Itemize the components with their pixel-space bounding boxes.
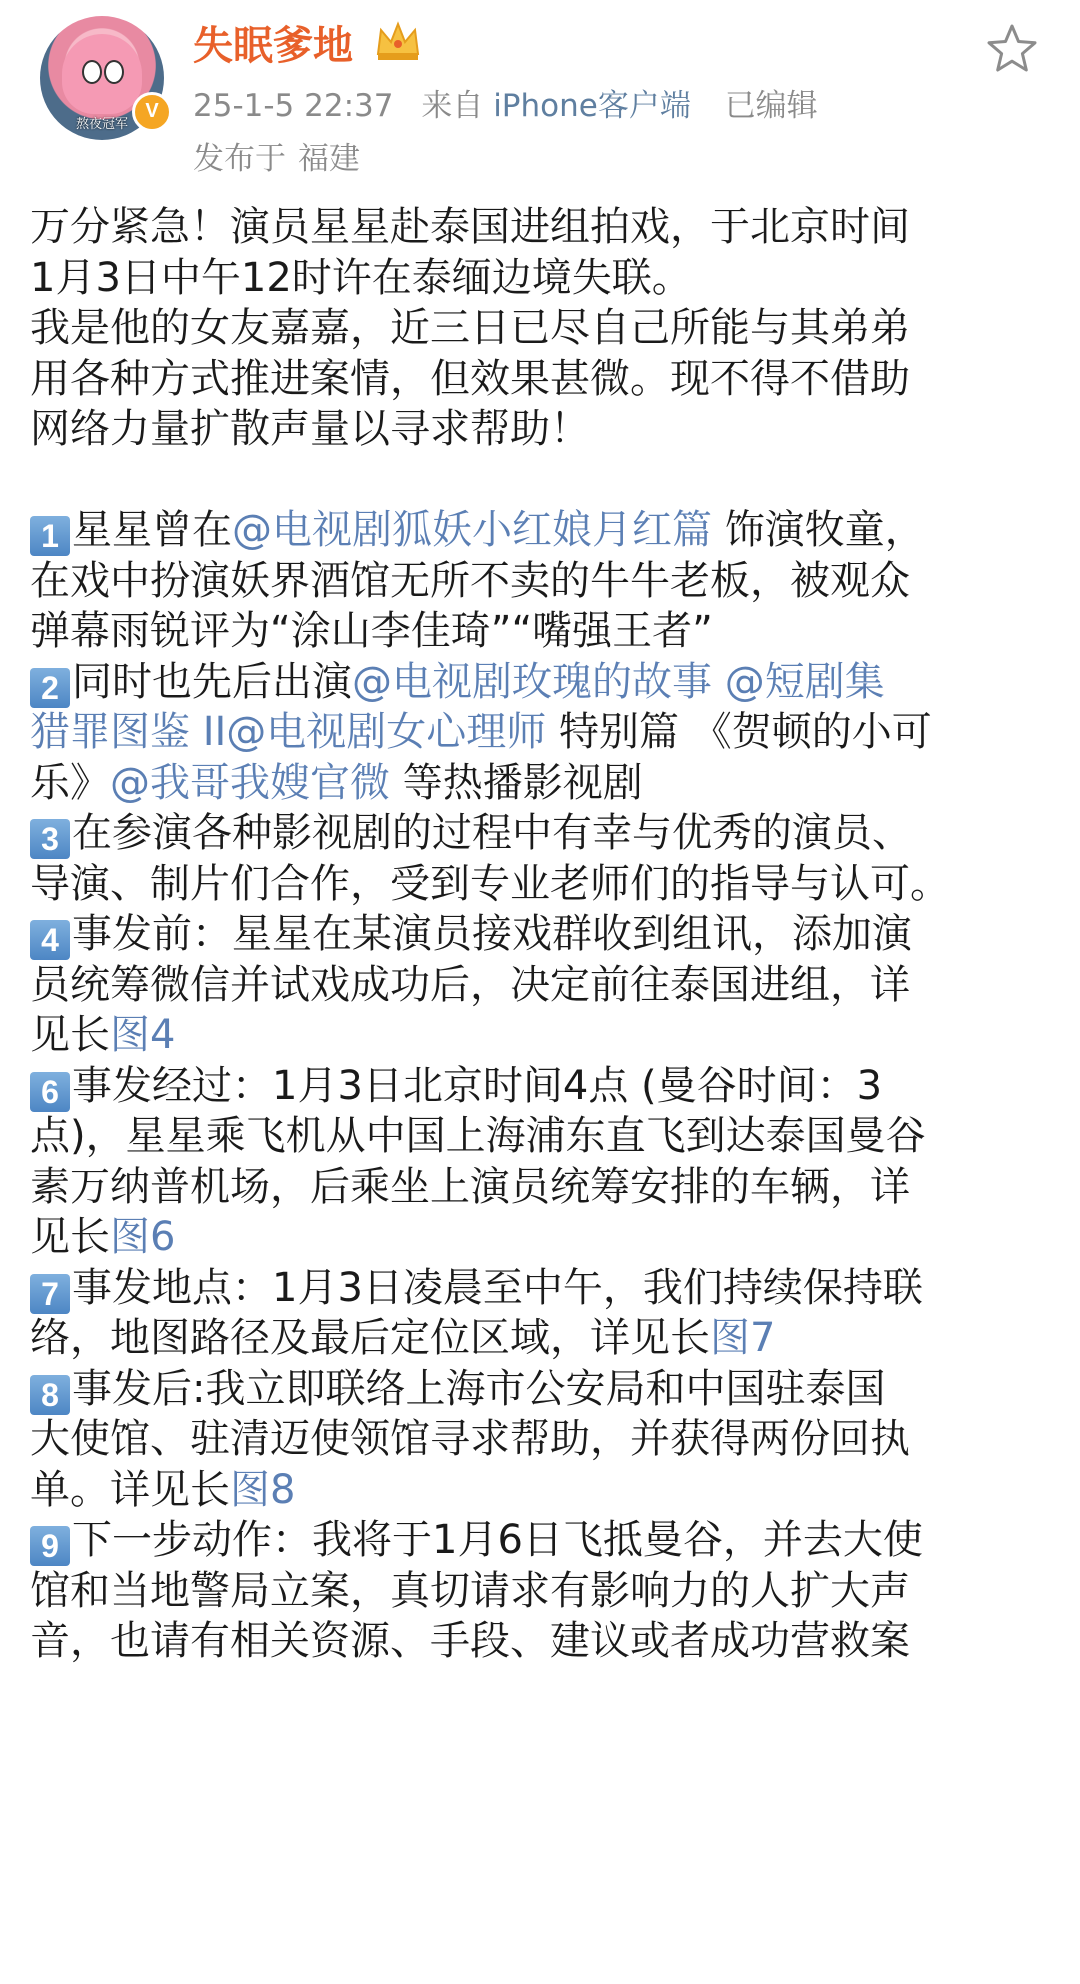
post-line	[30, 1465, 1060, 1516]
edited-label[interactable]: 已编辑	[724, 88, 818, 124]
mention-link[interactable]: @我哥我嫂官微	[110, 759, 390, 806]
star-outline-icon[interactable]	[985, 22, 1039, 76]
item-text: 事发后:我立即联络上海市公安局和中国驻泰国	[72, 1365, 886, 1412]
post-line: 我是他的女友嘉嘉，近三日已尽自己所能与其弟弟	[30, 305, 910, 351]
number-9-icon: 9	[30, 1526, 70, 1566]
avatar-eye-right	[104, 60, 124, 84]
mention-link[interactable]: @电视剧玫瑰的故事 @短剧集	[352, 658, 885, 705]
post-body	[30, 202, 1060, 1667]
number-3-icon: 3	[30, 819, 70, 859]
mention-link[interactable]: @电视剧狐妖小红娘月红篇	[232, 507, 712, 553]
post-line: 用各种方式推进案情，但效果甚微。现不得不借助	[30, 355, 910, 402]
post-line	[30, 1212, 1060, 1263]
post-date: 25-1-5 22:37	[193, 88, 394, 124]
post-line: 导演、制片们合作，受到专业老师们的指导与认可。	[30, 860, 950, 907]
blank-line	[30, 455, 1060, 506]
item-text: 单。详见长	[30, 1466, 230, 1513]
post-line: 万分紧急！演员星星赴泰国进组拍戏，于北京时间	[30, 204, 910, 250]
post-line: 点)，星星乘飞机从中国上海浦东直飞到达泰国曼谷	[30, 1113, 926, 1159]
location-label: 发布于	[193, 141, 286, 177]
post-location	[193, 133, 360, 178]
crown-icon	[373, 18, 423, 62]
item-text: 等热播影视剧	[390, 759, 643, 806]
number-6-icon: 6	[30, 1072, 70, 1112]
avatar-caption: 熬夜冠军	[75, 117, 128, 132]
post-header	[0, 0, 1080, 190]
item-text: 饰演牧童，	[712, 507, 925, 553]
image-link[interactable]: 图4	[110, 1012, 176, 1058]
number-8-icon: 8	[30, 1375, 70, 1415]
post-line: 馆和当地警局立案，真切请求有影响力的人扩大声	[30, 1567, 910, 1614]
list-item-6	[30, 1061, 1060, 1112]
post-line: 1月3日中午12时许在泰缅边境失联。	[30, 254, 692, 301]
item-text: 事发前：星星在某演员接戏群收到组讯，添加演	[72, 911, 912, 957]
mention-link[interactable]: 猎罪图鉴 II@电视剧女心理师	[30, 709, 547, 755]
source-prefix: 来自	[421, 88, 484, 124]
avatar-character	[62, 34, 142, 114]
item-text: 见长	[30, 1012, 110, 1058]
item-text: 下一步动作：我将于1月6日飞抵曼谷，并去大使	[72, 1517, 923, 1563]
avatar-eye-left	[82, 60, 102, 84]
list-item-7	[30, 1263, 1060, 1314]
image-link[interactable]: 图6	[110, 1214, 176, 1260]
item-text: 络，地图路径及最后定位区域，详见长	[30, 1315, 710, 1361]
post-line: 大使馆、驻清迈使领馆寻求帮助，并获得两份回执	[30, 1416, 910, 1462]
number-1-icon: 1	[30, 516, 70, 556]
post-line	[30, 1010, 1060, 1061]
post-line: 网络力量扩散声量以寻求帮助！	[30, 406, 590, 452]
item-text: 同时也先后出演	[72, 658, 352, 705]
item-text: 见长	[30, 1214, 110, 1260]
post-line: 音，也请有相关资源、手段、建议或者成功营救案	[30, 1618, 910, 1664]
list-item-3	[30, 808, 1060, 859]
item-text: 特别篇 《贺顿的小可	[546, 709, 932, 755]
post-line	[30, 707, 1060, 758]
list-item-4	[30, 909, 1060, 960]
location-value: 福建	[298, 141, 360, 177]
item-text: 在参演各种影视剧的过程中有幸与优秀的演员、	[72, 810, 912, 856]
post-line: 弹幕雨锐评为“涂山李佳琦”“嘴强王者”	[30, 608, 713, 654]
image-link[interactable]: 图7	[710, 1315, 776, 1361]
username[interactable]: 失眠爹地	[193, 23, 353, 69]
post-line	[30, 1313, 1060, 1364]
list-item-8	[30, 1364, 1060, 1415]
item-text: 乐》	[30, 759, 110, 806]
post-line: 素万纳普机场，后乘坐上演员统筹安排的车辆，详	[30, 1163, 910, 1210]
list-item-2	[30, 657, 1060, 708]
number-2-icon: 2	[30, 668, 70, 708]
list-item-1	[30, 505, 1060, 556]
post-line	[30, 758, 1060, 809]
item-text: 事发经过：1月3日北京时间4点 (曼谷时间：3	[72, 1062, 883, 1109]
number-7-icon: 7	[30, 1274, 70, 1314]
item-text: 事发地点：1月3日凌晨至中午，我们持续保持联	[72, 1264, 923, 1311]
post-meta	[193, 80, 818, 125]
post-line: 在戏中扮演妖界酒馆无所不卖的牛牛老板，被观众	[30, 557, 910, 604]
item-text: 星星曾在	[72, 507, 232, 553]
number-4-icon: 4	[30, 920, 70, 960]
verified-badge-icon: V	[132, 92, 172, 132]
post-line: 员统筹微信并试戏成功后，决定前往泰国进组，详	[30, 961, 910, 1008]
list-item-9	[30, 1515, 1060, 1566]
client-link[interactable]: iPhone客户端	[493, 88, 691, 124]
image-link[interactable]: 图8	[230, 1466, 296, 1513]
